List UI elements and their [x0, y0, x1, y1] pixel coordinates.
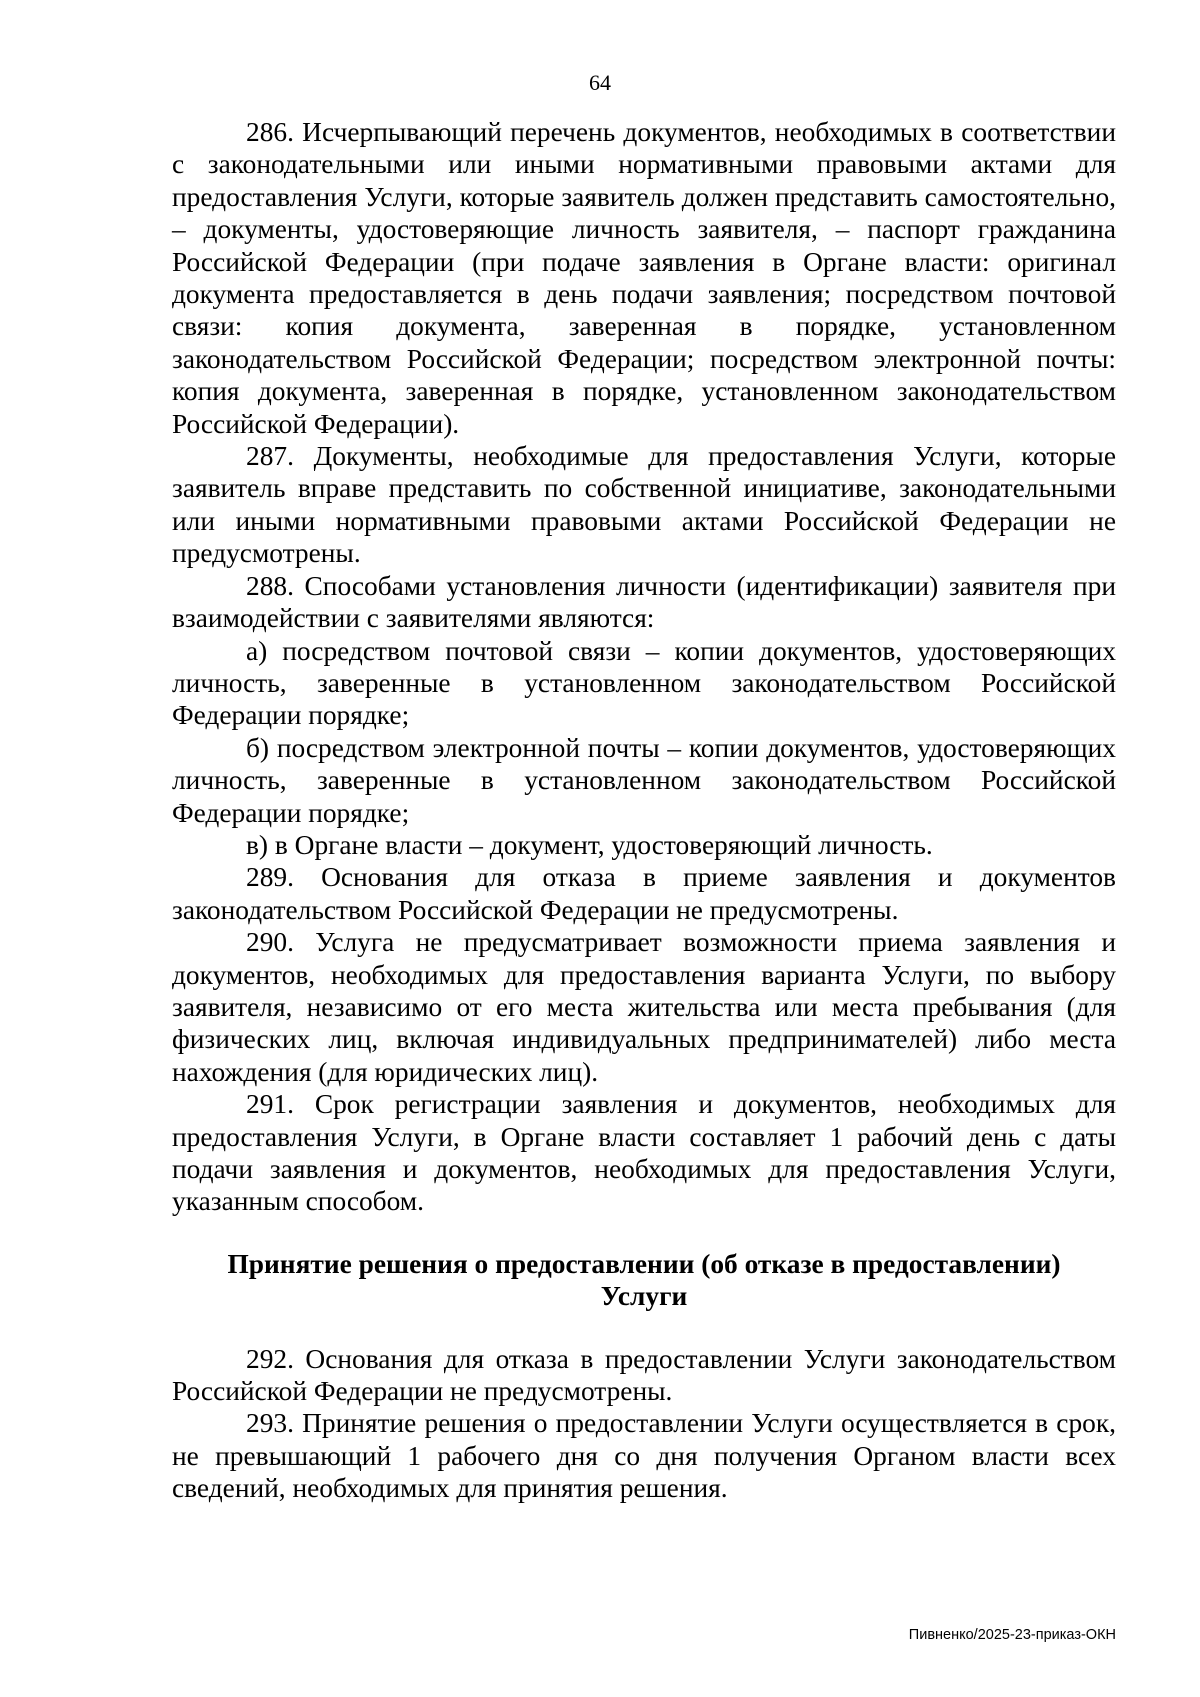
list-item-b: б) посредством электронной почты – копии документов, удостоверяющих личность, заверенные в установленном законодательством Российской Федерации порядке; — [172, 732, 1116, 828]
paragraph-287: 287. Документы, необходимые для предоставления Услуги, которые заявитель вправе представить по собственной инициативе, законодательными или иными нормативными правовыми актами Российской Федерации не предусмотрены. — [172, 441, 1116, 569]
footer-reference: Пивненко/2025-23-приказ-ОКН — [908, 1627, 1116, 1643]
list-item-v: в) в Органе власти – документ, удостоверяющий личность. — [246, 829, 933, 860]
paragraph-286: 286. Исчерпывающий перечень документов, необходимых в соответствии с законодательными или иными нормативными правовыми актами для предоставления Услуги, которые заявитель должен представить самостоятельно, – документы, удостоверяющие личность заявителя, – паспорт гражданина Российской Федерации (при подаче заявления в Органе власти: оригинал документа предоставляется в день подачи заявления; посредством почтовой связи: копия документа, заверенная в порядке, установленном законодательством Российской Федерации; посредством электронной почты: копия документа, заверенная в порядке, установленном законодательством Российской Федерации). — [172, 117, 1116, 439]
paragraph-290: 290. Услуга не предусматривает возможности приема заявления и документов, необходимых для предоставления варианта Услуги, по выбору заявителя, независимо от его места жительства или места пребывания (для физических лиц, включая индивидуальных предпринимателей) либо места нахождения (для юридических лиц). — [172, 927, 1116, 1087]
section-heading-line-1: Принятие решения о предоставлении (об отказе в предоставлении) — [227, 1248, 1061, 1279]
section-heading-line-2: Услуги — [600, 1281, 688, 1312]
paragraph-291: 291. Срок регистрации заявления и документов, необходимых для предоставления Услуги, в Органе власти составляет 1 рабочий день с даты подачи заявления и документов, необходимых для предоставления Услуги, указанным способом. — [172, 1089, 1116, 1217]
list-item-a: а) посредством почтовой связи – копии документов, удостоверяющих личность, заверенные в установленном законодательством Российской Федерации порядке; — [172, 635, 1116, 731]
paragraph-288: 288. Способами установления личности (идентификации) заявителя при взаимодействии с заявителями являются: — [172, 570, 1116, 634]
paragraph-289: 289. Основания для отказа в приеме заявления и документов законодательством Российской Федерации не предусмотрены. — [172, 862, 1116, 925]
document-body — [172, 116, 1116, 1505]
page-number: 64 — [589, 70, 611, 95]
paragraph-292: 292. Основания для отказа в предоставлении Услуги законодательством Российской Федерации не предусмотрены. — [172, 1343, 1116, 1407]
paragraph-293: 293. Принятие решения о предоставлении Услуги осуществляется в срок, не превышающий 1 рабочего дня со дня получения Органом власти всех сведений, необходимых для принятия решения. — [172, 1408, 1116, 1504]
section-heading — [172, 1248, 1116, 1313]
